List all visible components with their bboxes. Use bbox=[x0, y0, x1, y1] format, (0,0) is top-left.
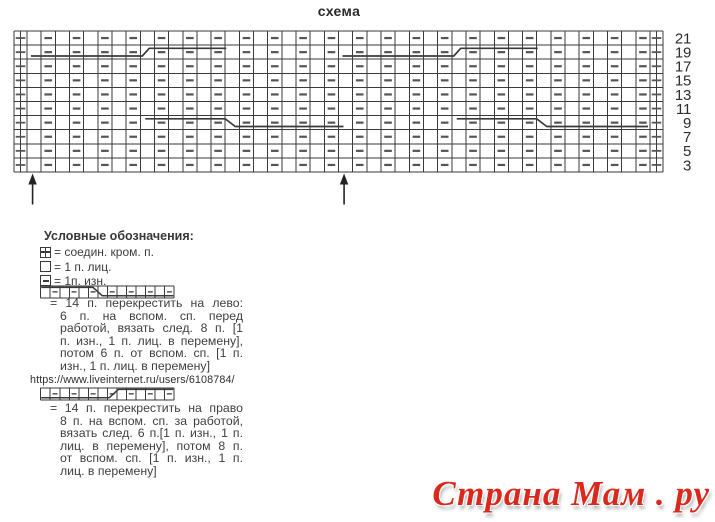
svg-text:15: 15 bbox=[674, 72, 691, 90]
svg-text:17: 17 bbox=[674, 58, 691, 76]
svg-text:21: 21 bbox=[674, 30, 691, 48]
knitting-chart bbox=[0, 0, 715, 215]
legend-items bbox=[40, 245, 154, 288]
description-line: = 14 п. перекрестить на право bbox=[50, 401, 243, 415]
legend-item-label: = соедин. кром. п. bbox=[54, 245, 154, 260]
svg-text:9: 9 bbox=[682, 114, 691, 132]
legend-item-knit bbox=[40, 259, 154, 273]
description-line: потом 6 п. от вспом. сп. [1 п. bbox=[60, 346, 243, 361]
legend-heading: Условные обозначения: bbox=[44, 229, 194, 243]
svg-text:7: 7 bbox=[682, 129, 691, 147]
row-numbers bbox=[675, 30, 691, 174]
description-line: работой, вязать след. 8 п. [1 bbox=[60, 321, 243, 336]
description-line: 8 п. на вспом. сп. за работой, bbox=[60, 413, 243, 428]
svg-text:3: 3 bbox=[682, 157, 691, 175]
knit-stitch-icon bbox=[40, 261, 51, 272]
description-line: лиц. в перемену] bbox=[60, 463, 157, 478]
edge-stitch-icon bbox=[40, 247, 51, 258]
cable-left-description bbox=[50, 297, 243, 373]
description-line: 6 п. на вспом. сп. перед bbox=[60, 308, 243, 323]
cable-right-icon bbox=[40, 387, 176, 401]
description-line: вязать след. 6 п.[1 п. изн., 1 п. bbox=[60, 426, 243, 441]
cable-right-description bbox=[50, 402, 243, 478]
svg-text:11: 11 bbox=[676, 100, 691, 118]
description-line: = 14 п. перекрестить на лево: bbox=[50, 296, 243, 310]
legend-item-label: = 1 п. лиц. bbox=[54, 259, 112, 274]
source-url: https://www.liveinternet.ru/users/6108784/ bbox=[30, 374, 235, 386]
svg-text:19: 19 bbox=[674, 44, 691, 62]
grid-lines bbox=[14, 31, 663, 172]
description-line: лиц. в перемену], потом 8 п. bbox=[60, 438, 243, 453]
description-line: от вспом. сп. [1 п. изн., 1 п. bbox=[60, 451, 243, 466]
svg-text:13: 13 bbox=[674, 86, 691, 104]
svg-text:5: 5 bbox=[682, 143, 691, 161]
page-title: схема bbox=[317, 3, 361, 19]
legend-item-edge bbox=[40, 245, 154, 259]
legend-item-label: = 1п. изн. bbox=[54, 273, 107, 288]
description-line: изн., 1 п. лиц. в перемену] bbox=[60, 358, 210, 373]
description-line: п. изн., 1 п. лиц. в перемену], bbox=[60, 333, 243, 348]
stranamam-logo: Страна Мам . ру bbox=[432, 474, 710, 513]
repeat-arrows bbox=[28, 174, 348, 205]
